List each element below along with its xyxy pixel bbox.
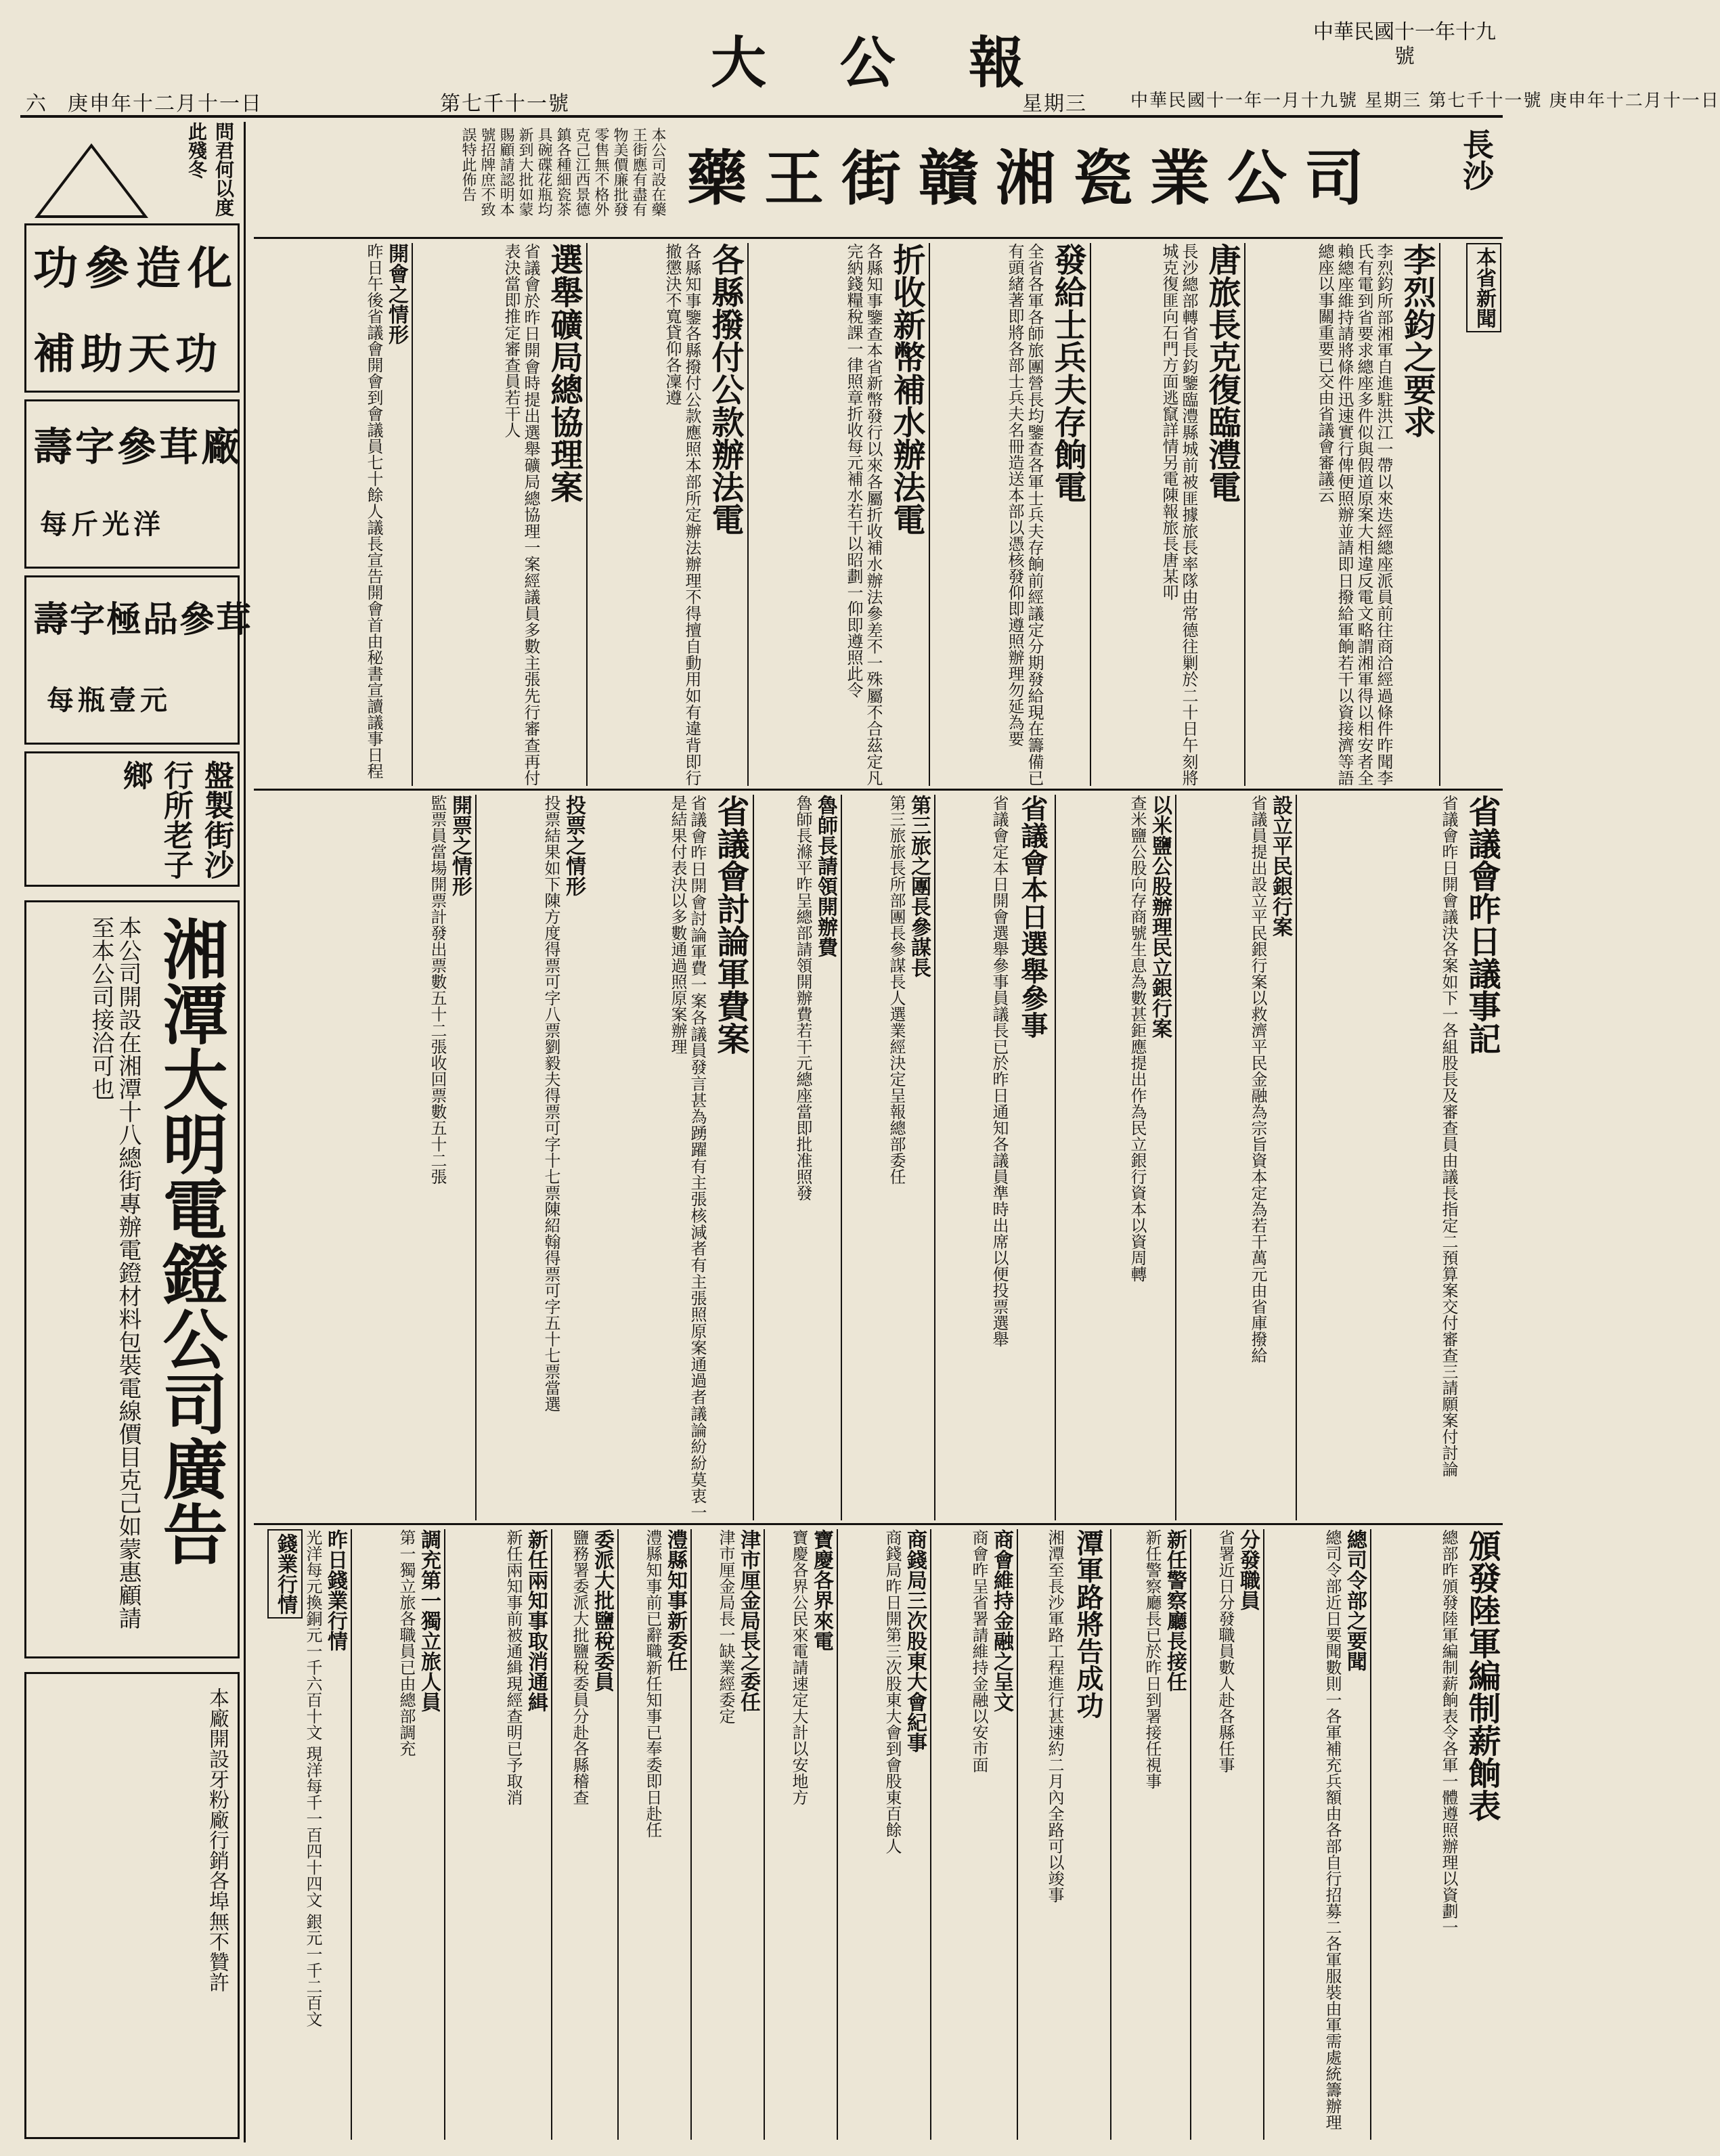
headline: 選舉礦局總協理案 bbox=[545, 243, 583, 503]
article-military-budget bbox=[589, 792, 751, 1523]
article-civil-bank bbox=[1179, 792, 1294, 1523]
article-body: 新任兩知事前被通緝現經查明已予取消 bbox=[504, 1529, 523, 1805]
republic-date: 中華民國十一年十九號 bbox=[1313, 20, 1496, 68]
article-body: 總部昨頒發陸軍編制薪餉表令各軍一體遵照辦理以資劃一 bbox=[1439, 1529, 1458, 1935]
ad2-subtitle: 每斤光洋 bbox=[40, 508, 164, 540]
article-soldier-pay bbox=[933, 240, 1088, 789]
masthead bbox=[20, 14, 1720, 118]
article-warrant-cancel bbox=[448, 1526, 550, 2142]
company-banner bbox=[254, 122, 1503, 239]
advertisement-column bbox=[20, 122, 253, 2142]
headline: 唐旅長克復臨澧電 bbox=[1203, 243, 1241, 503]
headline: 省議會討論軍費案 bbox=[711, 795, 749, 1055]
subheadline: 總司令部之要聞 bbox=[1343, 1529, 1367, 1671]
subheadline: 新任兩知事取消通緝 bbox=[524, 1529, 548, 1712]
article-police-chief bbox=[1114, 1526, 1189, 2142]
article-body: 省議會昨日開會議決各案如下一各組股長及審查員由議長指定二預算案交付審查三請願案付討論 bbox=[1439, 795, 1458, 1477]
article-body: 查米鹽公股向存商號生息為數甚鉅應提出作為民立銀行資本以資周轉 bbox=[1128, 795, 1147, 1282]
subheadline: 委派大批鹽稅委員 bbox=[590, 1529, 614, 1692]
news-band-2 bbox=[254, 792, 1503, 1525]
ad-block-3 bbox=[24, 575, 253, 745]
headline: 李烈鈞之要求 bbox=[1398, 243, 1436, 438]
ad-block-2 bbox=[24, 399, 244, 569]
ad6-text: 本廠開設牙粉廠行銷各埠無不贊許 bbox=[205, 1688, 229, 1992]
banner-notice: 本公司設在藥王街應有盡有物美價廉批發零售無不格外克己江西景德鎮各種細瓷茶具碗碟花瓶均新到大批如蒙賜顧請認明本號招牌庶不致誤特此佈告 bbox=[460, 127, 666, 217]
article-ballot-count bbox=[257, 792, 474, 1523]
article-body: 省議員提出設立平民銀行案以救濟平民金融為宗旨資本定為若干萬元由省庫撥給 bbox=[1248, 795, 1267, 1363]
headline: 省議會昨日議事記 bbox=[1463, 795, 1501, 1055]
article-body: 李烈鈞所部湘軍自進駐洪江一帶以來迭經總座派員前往商洽經過條件昨聞李氏有電到省要求總座多件似與假道原案大相違反電文略謂湘軍得以相安者全賴總座維持請將條件迅速實行俾便照辦並請即日撥給軍餉若干以資接濟等語總座以事關重要已交由省議會審議云 bbox=[1315, 243, 1393, 786]
newspaper-page bbox=[20, 14, 1720, 2142]
price-tag: 錢業行情 bbox=[267, 1529, 303, 1619]
ad1-title: 功參造化 bbox=[33, 242, 239, 294]
article-body: 第三旅旅長所部團長參謀長人選業經決定呈報總部委任 bbox=[887, 795, 906, 1185]
article-body: 投票結果如下陳方度得票可字八票劉毅夫得票可字十七票陳紹翰得票可字五十七票當選 bbox=[542, 795, 560, 1412]
article-body: 第一獨立旅各職員已由總部調充 bbox=[397, 1529, 416, 1757]
subheadline: 新任警察廳長接任 bbox=[1163, 1529, 1187, 1692]
article-body: 省署近日分發職員數人赴各縣任事 bbox=[1216, 1529, 1235, 1773]
headline: 各縣撥付公款辦法電 bbox=[706, 243, 744, 535]
subheadline: 商會維持金融之呈文 bbox=[990, 1529, 1013, 1712]
issue-number: 第七千十一號 bbox=[440, 92, 570, 116]
article-chamber-finance bbox=[934, 1526, 1015, 2142]
subheadline: 津市厘金局長之委任 bbox=[736, 1529, 760, 1712]
article-body: 長沙總部轉省長鈞鑒臨澧縣城前被匪據旅長率隊由常德往剿於二十日午刻將城克復匪向石門方面逃竄詳情另電陳報旅長唐某叩 bbox=[1160, 243, 1198, 786]
article-body: 昨日午後省議會開會到會議員七十餘人議長宣告開會首由秘書宣讀議事日程 bbox=[364, 243, 383, 779]
article-pay-table bbox=[1374, 1526, 1503, 2142]
banner-company: 藥王街贛湘瓷業公司 bbox=[687, 143, 1382, 213]
article-body: 商錢局昨日開第三次股東大會到會股東百餘人 bbox=[883, 1529, 902, 1854]
article-body: 省議會於昨日開會時提出選舉礦局總協理一案經議員多數主張先行審查再付表決當即推定審查員若干人 bbox=[502, 243, 540, 786]
ad4-text: 盤製街沙行所老子鄉 bbox=[118, 760, 234, 879]
headline: 頒發陸軍編制薪餉表 bbox=[1463, 1529, 1501, 1822]
article-rice-salt-bank bbox=[1059, 792, 1174, 1523]
subheadline: 寶慶各界來電 bbox=[810, 1529, 833, 1651]
subheadline: 分發職員 bbox=[1236, 1529, 1260, 1610]
headline: 折收新幣補水辦法電 bbox=[887, 243, 925, 535]
lunar-date: 庚申年十二月十一日 bbox=[68, 92, 263, 116]
article-councilor-election bbox=[938, 792, 1053, 1523]
article-body: 魯師長滌平昨呈總部請領開辦費若干元總座當即批准照發 bbox=[793, 795, 812, 1201]
article-body: 各縣知事鑒各縣撥付公款應照本部所定辦法辦理不得擅自動用如有違背即行撤懲決不寬貸仰各凜遵 bbox=[663, 243, 701, 786]
article-body: 各縣知事鑒查本省新幣發行以來各屬折收補水辦法參差不一殊屬不合茲定凡完納錢糧稅課一律照章折收每元補水若干以昭劃一仰即遵照此令 bbox=[844, 243, 883, 786]
subheadline: 調充第一獨立旅人員 bbox=[417, 1529, 441, 1712]
article-money-bureau bbox=[841, 1526, 929, 2142]
ad-block-6 bbox=[24, 1672, 240, 2139]
headline: 發給士兵夫存餉電 bbox=[1049, 243, 1086, 503]
article-voting bbox=[479, 792, 588, 1523]
article-body: 澧縣知事前已辭職新任知事已奉委即日赴任 bbox=[643, 1529, 662, 1838]
subheadline: 澧縣知事新委任 bbox=[663, 1529, 687, 1671]
article-mine-election bbox=[416, 240, 585, 789]
ad-block-4 bbox=[24, 751, 240, 887]
article-li-liejun bbox=[1248, 240, 1438, 789]
main-content bbox=[254, 122, 1503, 2142]
news-band-1 bbox=[254, 240, 1503, 791]
article-baoqing-telegram bbox=[768, 1526, 835, 2142]
article-body: 寶慶各界公民來電請速定大計以安地方 bbox=[789, 1529, 808, 1805]
article-new-currency bbox=[751, 240, 927, 789]
section-local-news bbox=[1442, 240, 1503, 789]
article-tang-lvzhang bbox=[1094, 240, 1243, 789]
ad-block-1 bbox=[24, 223, 240, 393]
article-meeting-status bbox=[255, 240, 410, 789]
article-third-brigade bbox=[845, 792, 933, 1523]
article-hq-news bbox=[1267, 1526, 1369, 2142]
subheadline: 以米鹽公股辦理民立銀行案 bbox=[1148, 795, 1172, 1038]
article-body: 湘潭至長沙軍路工程進行甚速約二月內全路可以竣事 bbox=[1045, 1529, 1064, 1903]
subheadline: 開票之情形 bbox=[448, 795, 472, 896]
subheadline: 開會之情形 bbox=[384, 243, 408, 345]
article-body: 省議會昨日開會討論軍費一案各議員發言甚為踴躍有主張核減者有主張照原案通過者議論紛紛莫衷一是結果付表決以多數通過照原案辦理 bbox=[668, 795, 707, 1520]
subheadline: 第三旅之團長參謀長 bbox=[907, 795, 931, 977]
ad-block-5 bbox=[24, 900, 240, 1658]
headline: 省議會本日選舉參事 bbox=[1017, 795, 1049, 1038]
article-staff-assign bbox=[1194, 1526, 1262, 2142]
subheadline: 商錢局三次股東大會紀事 bbox=[903, 1529, 927, 1753]
article-body: 光洋每元換銅元一千六百十文 現洋每千一百四十四文 銀元一千二百文 bbox=[303, 1529, 322, 2027]
ad-slogan: 問君何以度此殘冬 bbox=[185, 122, 235, 217]
newspaper-title: 大 公 報 bbox=[711, 30, 1052, 95]
ad2-title: 壽字參茸廠 bbox=[33, 424, 244, 470]
page-number: 六 bbox=[26, 92, 47, 116]
ad5-title: 湘潭大明電鐙公司廣告 bbox=[152, 916, 229, 1566]
ad-roof-icon bbox=[34, 142, 149, 223]
article-lixian-magistrate bbox=[621, 1526, 689, 2142]
article-body: 總司令部近日要聞數則一各軍補充兵額由各部自行招募二各軍服裝由軍需處統籌辦理 bbox=[1323, 1529, 1342, 2130]
article-body: 全省各軍各師旅團營長均鑒查各軍士兵夫存餉前經議定分期發給現在籌備已有頭緒著即將各部士兵夫名冊造送本部以憑核發仰即遵照辦理勿延為要 bbox=[1005, 243, 1044, 786]
article-body: 鹽務署委派大批鹽稅委員分赴各縣稽查 bbox=[570, 1529, 589, 1805]
banner-city: 長沙 bbox=[1458, 129, 1495, 191]
subheadline: 魯師長請領開辦費 bbox=[814, 795, 837, 957]
subheadline: 昨日錢業行情 bbox=[324, 1529, 347, 1651]
article-body: 津市厘金局長一缺業經委定 bbox=[716, 1529, 735, 1724]
subheadline: 投票之情形 bbox=[562, 795, 586, 896]
article-military-road bbox=[1021, 1526, 1109, 2142]
article-lu-division bbox=[755, 792, 839, 1523]
ad3-title: 壽字極品參茸 bbox=[33, 599, 253, 640]
article-body: 省議會定本日開會選舉參事員議長已於昨日通知各議員準時出席以便投票選舉 bbox=[990, 795, 1009, 1347]
article-body: 新任警察廳長已於昨日到署接任視事 bbox=[1143, 1529, 1162, 1789]
ad1-subtitle: 補助天功 bbox=[33, 329, 223, 378]
article-salt-tax bbox=[555, 1526, 616, 2142]
article-money-market bbox=[255, 1526, 349, 2142]
full-date-line: 中華民國十一年一月十九號 星期三 第七千十一號 庚申年十二月十一日 bbox=[1130, 91, 1720, 111]
article-jinshi-likin bbox=[694, 1526, 762, 2142]
headline: 潭軍路將告成功 bbox=[1072, 1529, 1104, 1719]
subheadline: 設立平民銀行案 bbox=[1269, 795, 1292, 937]
article-county-funds bbox=[590, 240, 746, 789]
article-body: 監票員當場開票計發出票數五十二張收回票數五十二張 bbox=[428, 795, 447, 1185]
weekday: 星期三 bbox=[1022, 92, 1087, 116]
article-assembly-record bbox=[1300, 792, 1503, 1523]
article-body: 商會昨呈省署請維持金融以安市面 bbox=[969, 1529, 988, 1773]
section-tag: 本省新聞 bbox=[1466, 243, 1501, 332]
article-independent-brigade bbox=[355, 1526, 443, 2142]
news-band-3 bbox=[254, 1526, 1503, 2142]
ad5-body: 本公司開設在湘潭十八總街專辦電鐙材料包裝電線價目克己如蒙惠顧請至本公司接洽可也 bbox=[87, 916, 141, 1629]
ad3-subtitle: 每瓶壹元 bbox=[47, 684, 171, 716]
